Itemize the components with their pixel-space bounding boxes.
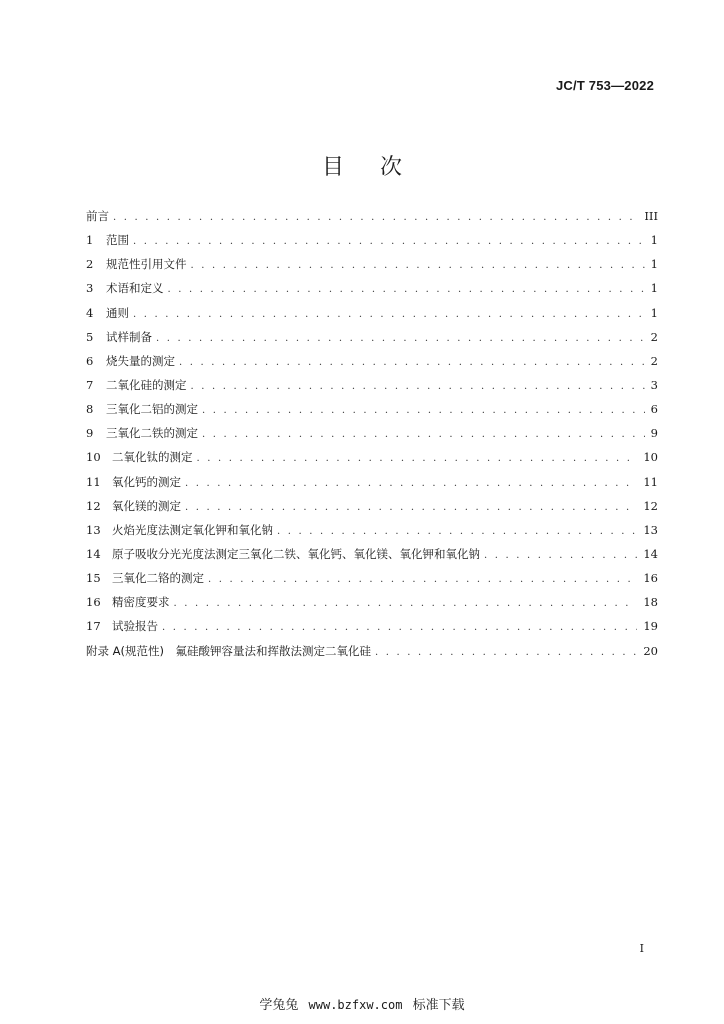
toc-entry-page: 1 <box>650 281 658 296</box>
toc-entry-label: 三氧化二铝的测定 <box>106 402 198 417</box>
toc-entry-4[interactable] <box>86 305 658 329</box>
toc-entry-number: 16 <box>86 595 101 610</box>
toc-entry-3[interactable] <box>86 280 658 304</box>
leader-dots <box>202 405 645 416</box>
toc-entry-label: 二氧化硅的测定 <box>106 377 187 392</box>
toc-entry-number: 1 <box>86 233 94 248</box>
toc-entry-number: 14 <box>86 546 101 561</box>
table-of-contents <box>86 208 658 667</box>
toc-entry-label: 前言 <box>86 209 109 223</box>
leader-dots <box>208 574 637 585</box>
leader-dots <box>133 236 645 247</box>
leader-dots <box>168 284 645 295</box>
leader-dots <box>133 309 645 320</box>
footer-site-name: 学兔兔 <box>259 998 299 1013</box>
leader-dots <box>113 212 638 223</box>
toc-entry-label: 火焰光度法测定氧化钾和氧化钠 <box>112 522 273 537</box>
toc-entry-page: 1 <box>650 233 658 248</box>
toc-entry-label: 范围 <box>106 233 129 248</box>
toc-entry-12[interactable] <box>86 498 658 522</box>
leader-dots <box>191 260 645 271</box>
toc-entry-14[interactable] <box>86 546 658 570</box>
toc-entry-page: 11 <box>643 474 658 489</box>
toc-entry-1[interactable] <box>86 232 658 256</box>
toc-entry-label: 原子吸收分光光度法测定三氧化二铁、氧化钙、氧化镁、氧化钾和氧化钠 <box>112 546 480 561</box>
toc-entry-number: 7 <box>86 377 94 392</box>
toc-entry-page: 19 <box>643 619 658 634</box>
leader-dots <box>197 453 638 464</box>
toc-entry-10[interactable] <box>86 449 658 473</box>
toc-entry-2[interactable] <box>86 256 658 280</box>
leader-dots <box>174 598 638 609</box>
leader-dots <box>375 647 637 658</box>
page-title: 目次 <box>321 155 438 180</box>
toc-entry-foreword[interactable] <box>86 208 658 232</box>
toc-entry-page: 13 <box>643 522 658 537</box>
toc-entry-label: 通则 <box>106 305 129 320</box>
toc-entry-page: III <box>644 209 658 223</box>
toc-entry-number: 17 <box>86 619 101 634</box>
toc-entry-13[interactable] <box>86 522 658 546</box>
toc-entry-7[interactable] <box>86 377 658 401</box>
toc-entry-page: 20 <box>643 643 658 658</box>
footer-tagline: 标准下载 <box>412 998 465 1013</box>
page-number: I <box>639 942 644 955</box>
toc-entry-number: 2 <box>86 257 94 272</box>
leader-dots <box>191 381 645 392</box>
leader-dots <box>277 526 637 537</box>
toc-entry-label: 附录 A(规范性) 氟硅酸钾容量法和挥散法测定二氧化硅 <box>86 643 371 658</box>
toc-entry-page: 9 <box>650 426 658 441</box>
toc-entry-page: 14 <box>643 546 658 561</box>
toc-entry-label: 规范性引用文件 <box>106 257 187 272</box>
leader-dots <box>185 502 637 513</box>
toc-entry-number: 11 <box>86 474 101 489</box>
toc-entry-number: 12 <box>86 498 101 513</box>
toc-entry-label: 精密度要求 <box>112 595 170 610</box>
footer-url[interactable]: www.bzfxw.com <box>308 998 403 1012</box>
toc-entry-label: 氧化镁的测定 <box>112 498 181 513</box>
leader-dots <box>185 478 637 489</box>
toc-entry-number: 15 <box>86 571 101 586</box>
toc-entry-page: 1 <box>650 305 658 320</box>
toc-entry-page: 18 <box>643 595 658 610</box>
leader-dots <box>179 357 645 368</box>
leader-dots <box>484 550 637 561</box>
toc-entry-page: 10 <box>643 450 658 465</box>
toc-entry-11[interactable] <box>86 474 658 498</box>
toc-entry-6[interactable] <box>86 353 658 377</box>
toc-entry-9[interactable] <box>86 425 658 449</box>
toc-entry-number: 3 <box>86 281 94 296</box>
toc-entry-number: 5 <box>86 329 94 344</box>
toc-entry-label: 试样制备 <box>106 329 152 344</box>
download-footer <box>0 994 724 1013</box>
standard-code: JC/T 753—2022 <box>556 78 654 93</box>
toc-entry-number: 4 <box>86 305 94 320</box>
toc-entry-label: 三氧化二铬的测定 <box>112 571 204 586</box>
toc-entry-8[interactable] <box>86 401 658 425</box>
toc-entry-page: 2 <box>650 329 658 344</box>
toc-entry-label: 二氧化钛的测定 <box>112 450 193 465</box>
toc-entry-label: 三氧化二铁的测定 <box>106 426 198 441</box>
toc-entry-16[interactable] <box>86 594 658 618</box>
toc-entry-label: 烧失量的测定 <box>106 353 175 368</box>
toc-entry-page: 2 <box>650 353 658 368</box>
leader-dots <box>162 622 637 633</box>
leader-dots <box>202 429 645 440</box>
toc-entry-5[interactable] <box>86 329 658 353</box>
toc-entry-label: 术语和定义 <box>106 281 164 296</box>
toc-entry-number: 6 <box>86 353 94 368</box>
toc-entry-17[interactable] <box>86 618 658 642</box>
toc-entry-page: 12 <box>643 498 658 513</box>
toc-entry-number: 8 <box>86 402 94 417</box>
toc-entry-page: 6 <box>650 402 658 417</box>
toc-entry-page: 1 <box>650 257 658 272</box>
toc-entry-label: 氧化钙的测定 <box>112 474 181 489</box>
toc-entry-label: 试验报告 <box>112 619 158 634</box>
toc-entry-number: 9 <box>86 426 94 441</box>
toc-entry-number: 13 <box>86 522 101 537</box>
toc-entry-page: 16 <box>643 571 658 586</box>
toc-entry-page: 3 <box>650 377 658 392</box>
toc-entry-number: 10 <box>86 450 101 465</box>
toc-entry-appendix-a[interactable] <box>86 643 658 667</box>
toc-entry-15[interactable] <box>86 570 658 594</box>
leader-dots <box>156 333 645 344</box>
